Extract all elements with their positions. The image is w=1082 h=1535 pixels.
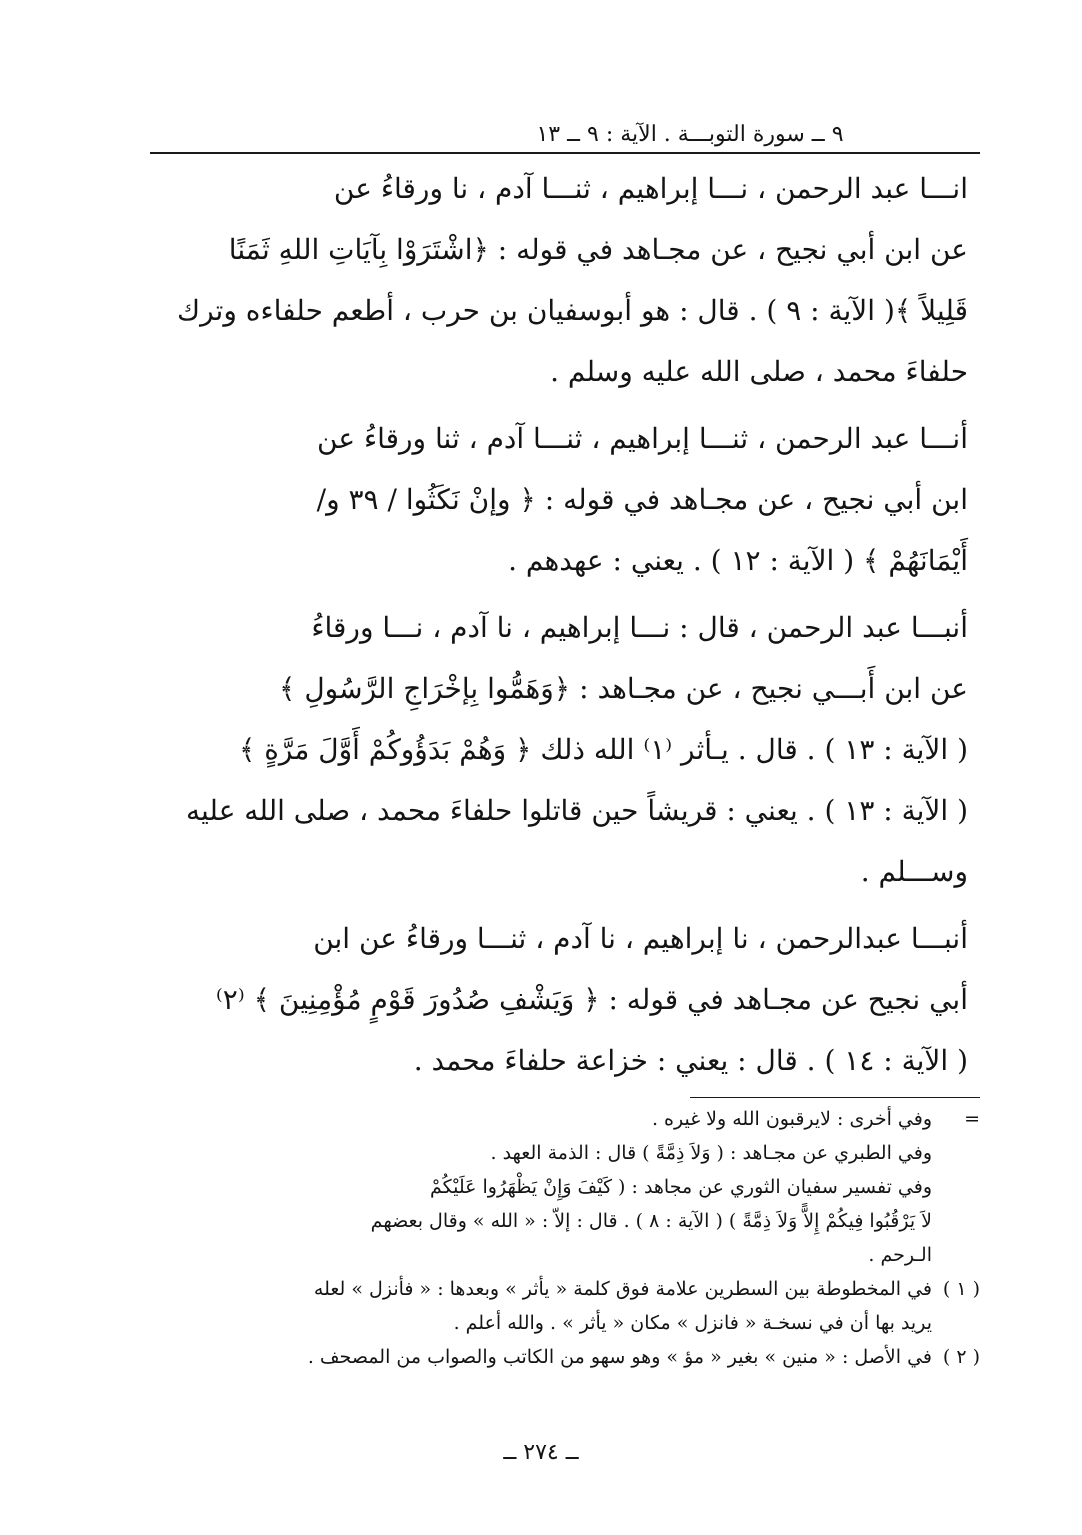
footnote-text — [150, 1272, 932, 1340]
text-line: قَلِيلاً ﴾( الآية : ٩ ) . قال : هو أبوسفيان بن حرب ، أطعم حلفاءه وترك — [177, 294, 968, 327]
header-rule — [150, 152, 980, 154]
paragraph-4 — [162, 908, 968, 1091]
page-number: ــ ٢٧٤ ــ — [503, 1440, 579, 1465]
text-line: عن ابن أَبـــي نجيح ، عن مجـاهد : ﴿وَهَمُّوا بِإخْرَاجِ الرَّسُولِ ﴾ — [279, 672, 968, 705]
footnote-line: يريد بها أن في نسخـة « فانزل » مكان « يأثر » . والله أعلم . — [453, 1312, 932, 1334]
text-line: أبي نجيح عن مجـاهد في قوله : ﴿ وَيَشْفِ صُدُورَ قَوْمٍ مُؤْمِنِينَ ﴾ ⁽٢⁾ — [215, 983, 968, 1016]
text-line: أنبـــا عبد الرحمن ، قال : نـــا إبراهيم ، نا آدم ، نـــا ورقاءُ — [311, 611, 968, 644]
text-line: انـــا عبد الرحمن ، نـــا إبراهيم ، ثنـــا آدم ، نا ورقاءُ عن — [333, 172, 968, 205]
footnote-line: وفي تفسير سفيان الثوري عن مجاهد : ( كَيْفَ وَإِنْ يَظْهَرُوا عَلَيْكُمْ — [429, 1176, 932, 1198]
footnote-marker: ( ١ ) — [942, 1278, 980, 1300]
footnotes — [150, 1098, 980, 1374]
text-line: ( الآية : ١٣ ) . قال . يـأثر ⁽١⁾ الله ذلك ﴿ وَهُمْ بَدَؤُوكُمْ أَوَّلَ مَرَّةٍ ﴾ — [238, 733, 968, 766]
text-line: وســـلم . — [860, 855, 968, 888]
text-line: أنـــا عبد الرحمن ، ثنـــا إبراهيم ، ثنـــا آدم ، ثنا ورقاءُ عن — [317, 422, 968, 455]
footnote-continued — [150, 1102, 980, 1272]
text-line: ( الآية : ١٤ ) . قال : يعني : خزاعة حلفاءَ محمد . — [413, 1044, 968, 1077]
text-line: ابن أبي نجيح ، عن مجـاهد في قوله : ﴿ وإنْ نَكَثُوا / ٣٩ و/ — [316, 483, 968, 516]
footnote-line: الـرحم . — [868, 1244, 932, 1266]
footnote-text — [150, 1340, 932, 1374]
paragraph-2 — [162, 408, 968, 591]
text-line: أَيْمَانَهُمْ ﴾ ( الآية : ١٢ ) . يعني : عهدهم . — [508, 544, 968, 577]
paragraph-3 — [162, 597, 968, 902]
document-page — [150, 110, 980, 1374]
footnote-line: لاَ يَرْقُبُوا فِيكُمْ إِلاًّ وَلاَ ذِمَّةً ) ( الآية : ٨ ) . قال : إلاّ : « الله » وقال بعضهم — [370, 1210, 932, 1232]
footnote-marker: ( ٢ ) — [942, 1346, 980, 1368]
footnote-2 — [150, 1340, 980, 1374]
text-line: ( الآية : ١٣ ) . يعني : قريشاً حين قاتلوا حلفاءَ محمد ، صلى الله عليه — [185, 794, 968, 827]
running-header — [150, 110, 980, 154]
footnote-1 — [150, 1272, 980, 1340]
text-line: أنبـــا عبدالرحمن ، نا إبراهيم ، نا آدم ، ثنـــا ورقاءُ عن ابن — [313, 922, 968, 955]
footnote-line: في الأصل : « منين » بغير « مؤ » وهو سهو من الكاتب والصواب من المصحف . — [307, 1346, 932, 1368]
text-line: حلفاءَ محمد ، صلى الله عليه وسلم . — [550, 355, 968, 388]
paragraph-1 — [162, 158, 968, 402]
header-title: ٩ ــ سورة التوبـــة . الآية : ٩ ــ ١٣ — [536, 122, 844, 147]
main-text — [150, 158, 980, 1091]
text-line: عن ابن أبي نجيح ، عن مجـاهد في قوله : ﴿اشْتَرَوْا بِآيَاتِ اللهِ ثَمَنًا — [228, 233, 968, 266]
footnote-line: وفي أخرى : لايرقبون الله ولا غيره . — [651, 1108, 932, 1130]
footnote-line: وفي الطبري عن مجـاهد : ( وَلاَ ذِمَّةً ) قال : الذمة العهد . — [490, 1142, 932, 1164]
footnote-marker: = — [964, 1108, 980, 1130]
footnote-line: في المخطوطة بين السطرين علامة فوق كلمة « يأثر » وبعدها : « فأنزل » لعله — [313, 1278, 932, 1300]
footnote-text — [150, 1102, 932, 1272]
